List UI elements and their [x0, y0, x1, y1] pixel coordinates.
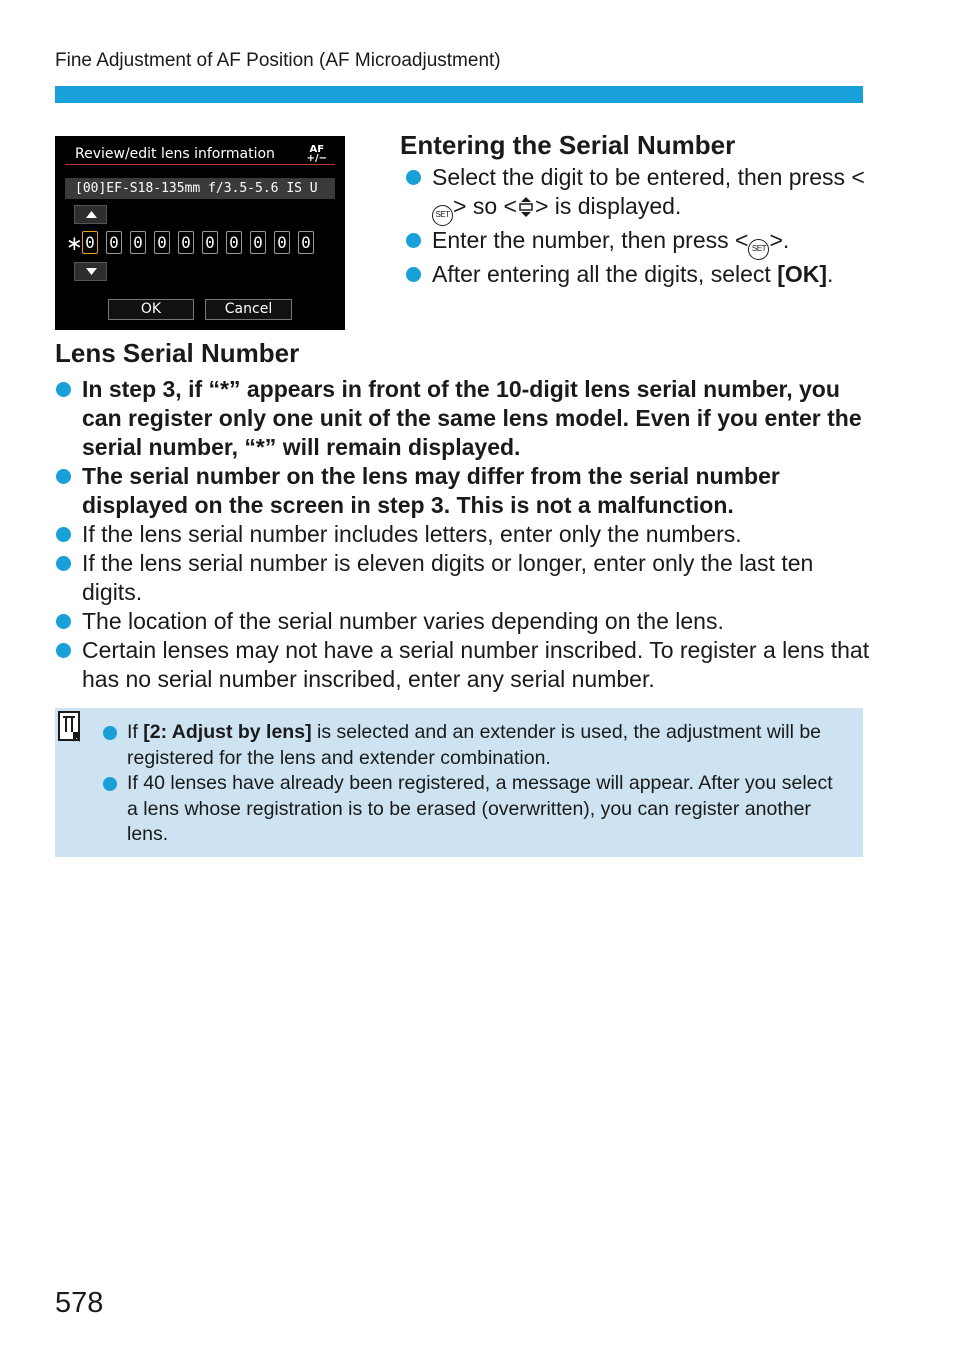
bullet-icon [56, 643, 71, 658]
list-item [103, 771, 848, 848]
lens-serial-heading: Lens Serial Number [55, 338, 300, 368]
list-item [55, 549, 870, 607]
bullet-icon [56, 469, 71, 484]
camera-screen [55, 136, 345, 330]
digit-up-button[interactable] [74, 205, 107, 224]
triangle-down-icon [86, 268, 97, 276]
note-text: The serial number on the lens may differ from the serial number displayed on the screen in step 3. This is not a malfunction. [82, 463, 780, 518]
title-divider [65, 164, 335, 165]
bullet-icon [103, 777, 117, 791]
page-number: 578 [55, 1287, 104, 1319]
note-text: If 40 lenses have already been registered, a message will appear. After you select a lens whose registration is to be erased (overwritten), you can register another lens. [127, 772, 833, 845]
note-text: In step 3, if “*” appears in front of the 10-digit lens serial number, you can register only one unit of the same lens model. Even if you enter the serial number, “*” will remain displayed. [82, 376, 862, 460]
running-head: Fine Adjustment of AF Position (AF Microadjustment) [55, 50, 501, 71]
triangle-up-icon [86, 211, 97, 219]
entering-steps [404, 163, 874, 289]
cancel-button[interactable]: Cancel [205, 299, 292, 320]
step-text: > so < [453, 193, 517, 219]
digit-down-button[interactable] [74, 262, 107, 281]
bullet-icon [56, 556, 71, 571]
af-icon-top: AF [309, 144, 325, 155]
set-button-icon: SET [748, 239, 769, 260]
step-text: Enter the number, then press < [432, 227, 749, 253]
serial-digit[interactable]: 0 [274, 231, 290, 254]
serial-digit[interactable]: 0 [106, 231, 122, 254]
note-text: is selected and an extender is used, the adjustment will be registered for the lens and extender combination. [127, 721, 822, 769]
serial-digit[interactable]: 0 [226, 231, 242, 254]
serial-digit[interactable]: 0 [154, 231, 170, 254]
note-text: If [127, 721, 144, 743]
ok-button[interactable]: OK [108, 299, 194, 320]
entering-heading: Entering the Serial Number [400, 130, 736, 160]
list-item [55, 636, 870, 694]
section-bar [55, 86, 863, 103]
list-item [404, 226, 874, 260]
list-item [404, 163, 874, 226]
bullet-icon [56, 527, 71, 542]
bullet-icon [406, 267, 421, 282]
list-item [55, 462, 870, 520]
up-down-arrow-icon [517, 196, 535, 218]
serial-digit[interactable]: 0 [298, 231, 314, 254]
note-items [103, 720, 848, 848]
step-text: > is displayed. [534, 193, 682, 219]
lens-name-field: [00]EF-S18-135mm f/3.5-5.6 IS U [65, 178, 335, 199]
bullet-icon [56, 614, 71, 629]
note-text: If the lens serial number includes letters, enter only the numbers. [82, 521, 742, 547]
bullet-icon [406, 233, 421, 248]
step-text: . [827, 261, 834, 287]
list-item [55, 520, 870, 549]
bullet-icon [56, 382, 71, 397]
serial-star-mark: ∗ [66, 231, 83, 255]
step-text: >. [769, 227, 790, 253]
note-text: If the lens serial number is eleven digits or longer, enter only the last ten digits. [82, 550, 814, 605]
lens-serial-notes [55, 375, 870, 694]
serial-digit[interactable]: 0 [250, 231, 266, 254]
list-item [55, 375, 870, 462]
serial-digit[interactable]: 0 [202, 231, 218, 254]
serial-digit[interactable]: 0 [82, 231, 98, 254]
step-text: After entering all the digits, select [432, 261, 778, 287]
note-text: Certain lenses may not have a serial number inscribed. To register a lens that has no serial number inscribed, enter any serial number. [82, 637, 870, 692]
af-icon-bottom: +/− [306, 153, 327, 164]
note-box [55, 708, 863, 857]
af-adjust-icon [307, 145, 327, 163]
note-text: The location of the serial number varies depending on the lens. [82, 608, 724, 634]
list-item [404, 260, 874, 289]
list-item [55, 607, 870, 636]
list-item [103, 720, 848, 771]
serial-digit-row [82, 231, 314, 254]
set-button-icon: SET [432, 205, 453, 226]
memo-icon [57, 710, 83, 744]
serial-digit[interactable]: 0 [130, 231, 146, 254]
camera-screen-title: Review/edit lens information [75, 146, 275, 162]
menu-reference: [2: Adjust by lens] [143, 721, 312, 743]
bullet-icon [406, 170, 421, 185]
step-text: Select the digit to be entered, then press < [432, 164, 865, 190]
ok-reference: [OK] [777, 261, 828, 287]
bullet-icon [103, 726, 117, 740]
serial-digit[interactable]: 0 [178, 231, 194, 254]
